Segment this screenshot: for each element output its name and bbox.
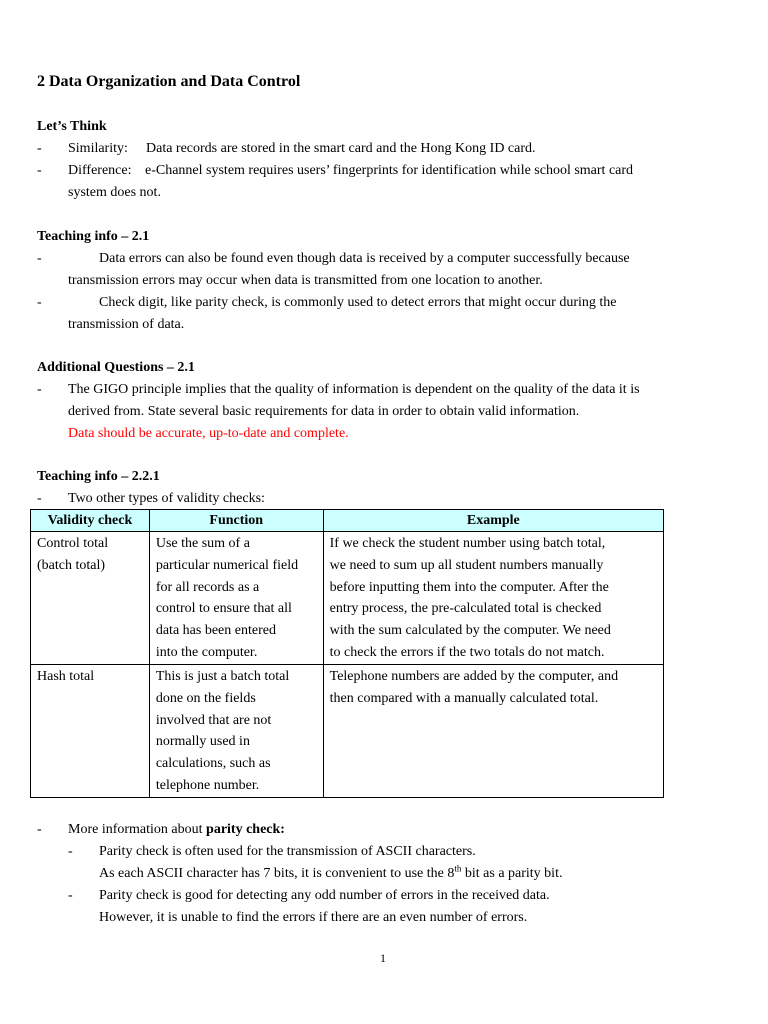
validity-check-table	[30, 509, 664, 798]
cell-line: telephone number.	[155, 777, 260, 793]
parity-intro	[68, 821, 285, 839]
cell-line: normally used in	[155, 734, 250, 750]
validity-checks-intro: Two other types of validity checks:	[68, 491, 265, 506]
lets-think-heading: Let’s Think	[37, 119, 107, 134]
teaching-21-heading: Teaching info – 2.1	[37, 229, 150, 244]
bullet: -	[68, 844, 73, 859]
parity-intro-bold: parity check:	[206, 822, 285, 837]
gigo-question-cont: derived from. State several basic requirements for data in order to obtain valid information.	[68, 404, 580, 419]
cell-line: data has been entered	[155, 623, 276, 639]
parity-item-1: Parity check is often used for the transmission of ASCII characters.	[99, 844, 476, 859]
cell-line: Control total	[37, 536, 109, 551]
cell-line: particular numerical field	[155, 557, 299, 573]
table-cell-check	[31, 532, 150, 665]
bullet: -	[37, 141, 42, 156]
difference-text: e-Channel system requires users’ fingerprints for identification while school smart card	[145, 163, 634, 178]
superscript: th	[454, 863, 462, 874]
table-row	[31, 532, 664, 665]
additional-21-heading: Additional Questions – 2.1	[37, 360, 195, 375]
column-header: Function	[149, 510, 323, 532]
gigo-question: The GIGO principle implies that the quality of information is dependent on the quality of the data it is	[68, 382, 640, 397]
bullet: -	[37, 491, 42, 506]
bullet: -	[37, 251, 42, 266]
page-title: 2 Data Organization and Data Control	[37, 73, 301, 90]
cell-line: to check the errors if the two totals do not match.	[329, 644, 605, 660]
cell-line: (batch total)	[37, 557, 106, 573]
cell-line: Telephone numbers are added by the computer, and	[329, 669, 619, 684]
cell-line: then compared with a manually calculated total.	[329, 690, 599, 706]
cell-line: we need to sum up all student numbers manually	[329, 557, 604, 573]
table-header-row	[31, 510, 664, 532]
cell-line: If we check the student number using batch total,	[329, 536, 606, 551]
teaching-21-item-1: Data errors can also be found even though data is received by a computer successfully because	[99, 251, 630, 266]
table-cell-function	[149, 665, 323, 798]
difference-label: Difference:	[68, 163, 132, 178]
cell-line: Hash total	[37, 669, 95, 684]
cell-line: This is just a batch total	[155, 669, 290, 684]
cell-line: involved that are not	[155, 712, 272, 728]
similarity-text: Data records are stored in the smart card and the Hong Kong ID card.	[146, 141, 536, 156]
column-header: Validity check	[31, 510, 150, 532]
table-cell-example	[323, 532, 663, 665]
cell-line: done on the fields	[155, 690, 256, 706]
cell-line: before inputting them into the computer. After the	[329, 579, 609, 595]
bullet: -	[37, 163, 42, 178]
table-cell-function	[149, 532, 323, 665]
parity-item-2-cont: However, it is unable to find the errors if there are an even number of errors.	[99, 910, 528, 925]
bullet: -	[37, 295, 42, 310]
parity-item-2: Parity check is good for detecting any odd number of errors in the received data.	[99, 888, 550, 903]
table-cell-check	[31, 665, 150, 798]
gigo-answer: Data should be accurate, up-to-date and complete.	[68, 426, 349, 441]
parity-item-1-cont	[99, 865, 562, 883]
teaching-21-item-2: Check digit, like parity check, is commonly used to detect errors that might occur during the	[99, 295, 617, 310]
table-row	[31, 665, 664, 798]
parity-intro-text: More information about	[68, 822, 207, 837]
page-number: 1	[380, 951, 386, 965]
teaching-21-item-2-cont: transmission of data.	[68, 317, 185, 332]
bullet: -	[68, 888, 73, 903]
cell-line: with the sum calculated by the computer. We need	[329, 623, 611, 639]
column-header: Example	[323, 510, 663, 532]
parity-item-1-text-end: bit as a parity bit.	[461, 866, 563, 881]
difference-text-cont: system does not.	[68, 185, 161, 200]
bullet: -	[37, 822, 42, 837]
cell-line: control to ensure that all	[155, 601, 292, 617]
parity-item-1-text: As each ASCII character has 7 bits, it is convenient to use the 8	[99, 866, 455, 881]
cell-line: for all records as a	[155, 579, 260, 595]
table-cell-example	[323, 665, 663, 798]
bullet: -	[37, 382, 42, 397]
teaching-21-item-1-cont: transmission errors may occur when data is transmitted from one location to another.	[68, 273, 543, 288]
cell-line: into the computer.	[155, 644, 258, 660]
cell-line: Use the sum of a	[155, 536, 250, 551]
cell-line: entry process, the pre-calculated total is checked	[329, 601, 602, 617]
cell-line: calculations, such as	[155, 756, 271, 772]
similarity-label: Similarity:	[68, 141, 128, 156]
teaching-221-heading: Teaching info – 2.2.1	[37, 469, 160, 484]
